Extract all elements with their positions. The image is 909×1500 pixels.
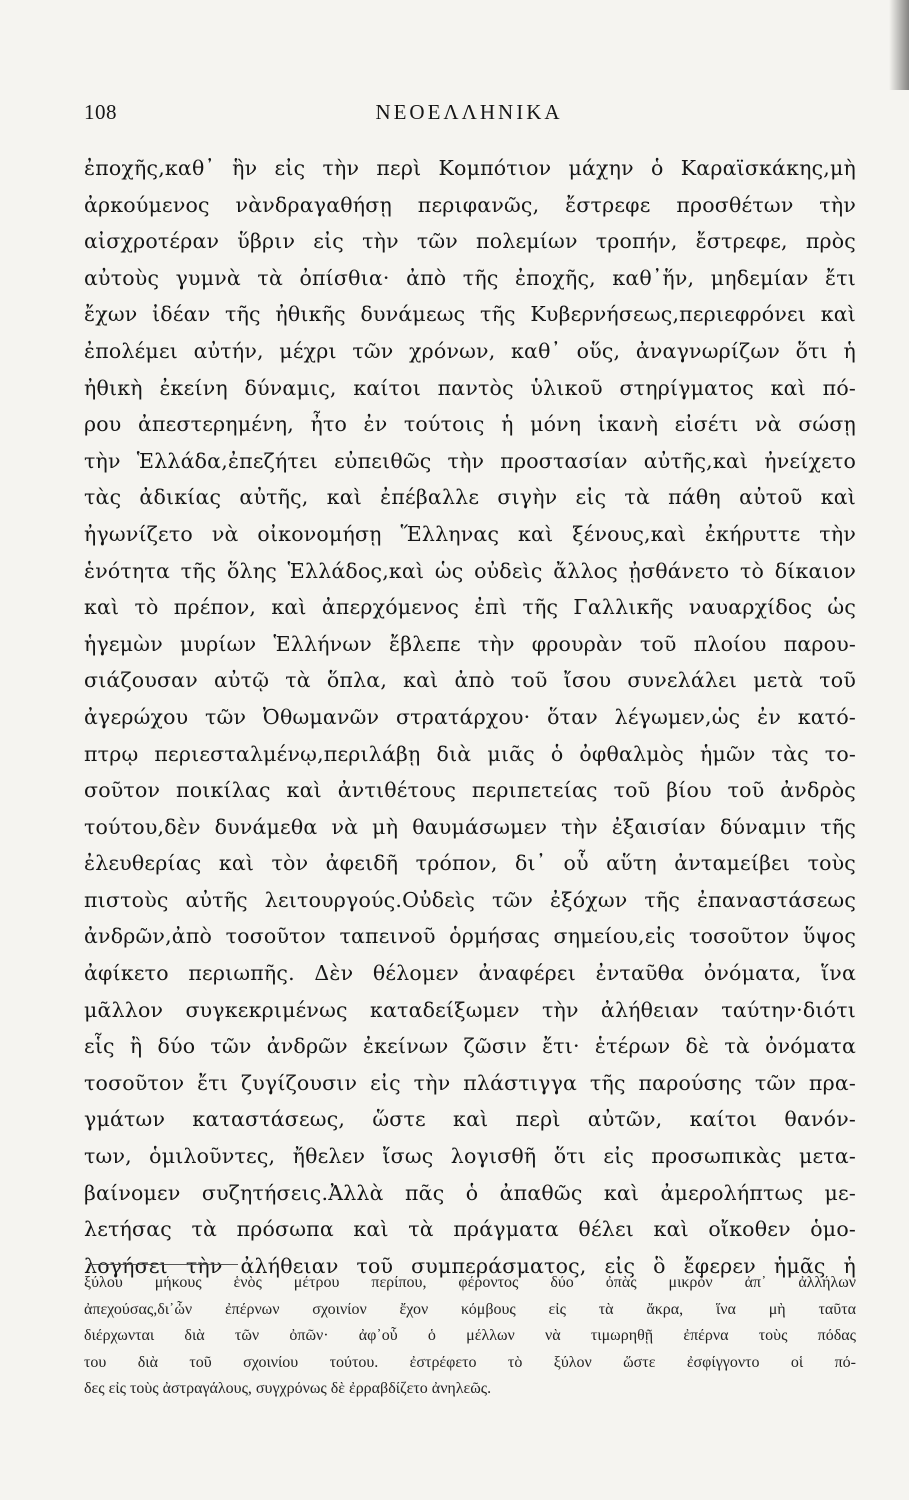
text-line: πτρῳ περιεσταλμένῳ,περιλάβῃ διὰ μιᾶς ὁ ὀφθαλμὸς ἡμῶν τὰς το- — [84, 741, 856, 766]
text-line: ἀνδρῶν,ἀπὸ τοσοῦτον ταπεινοῦ ὁρμήσας σημείου,εἰς τοσοῦτον ὕψος — [84, 924, 856, 949]
text-line: ἠγωνίζετο νὰ οἰκονομήσῃ Ἕλληνας καὶ ξένους,καὶ ἐκήρυττε τὴν — [84, 521, 856, 546]
text-line: ἔχων ἰδέαν τῆς ἠθικῆς δυνάμεως τῆς Κυβερνήσεως,περιεφρόνει καὶ — [84, 302, 856, 327]
text-line: γμάτων καταστάσεως, ὥστε καὶ περὶ αὐτῶν, καίτοι θανόν- — [84, 1107, 856, 1132]
text-line: σοῦτον ποικίλας καὶ ἀντιθέτους περιπετείας τοῦ βίου τοῦ ἀνδρὸς — [84, 778, 856, 803]
footnote-line: δες εἰς τοὺς ἀστραγάλους, συγχρόνως δὲ ἐρραβδίζετο ἀνηλεῶς. — [84, 1380, 492, 1397]
text-line: αἰσχροτέραν ὕβριν εἰς τὴν τῶν πολεμίων τροπήν, ἔστρεφε, πρὸς — [84, 229, 856, 254]
text-line: ἡγεμὼν μυρίων Ἑλλήνων ἔβλεπε τὴν φρουρὰν τοῦ πλοίου παρου- — [84, 631, 856, 656]
text-line: ἐποχῆς,καθ᾽ ἣν εἰς τὴν περὶ Κομπότιον μάχην ὁ Καραϊσκάκης,μὴ — [84, 156, 856, 180]
text-line: ἐπολέμει αὐτήν, μέχρι τῶν χρόνων, καθ᾽ οὕς, ἀναγνωρίζων ὅτι ἡ — [84, 338, 856, 363]
text-line: λογήσει τὴν ἀλήθειαν τοῦ συμπεράσματος, εἰς ὃ ἔφερεν ἡμᾶς ἡ — [84, 1253, 856, 1278]
text-line: τὴν Ἑλλάδα,ἐπεζήτει εὐπειθῶς τὴν προστασίαν αὐτῆς,καὶ ἠνείχετο — [84, 448, 856, 473]
footnote-line: ξύλου μήκους ἑνὸς μέτρου περίπου, φέροντος δύο ὀπὰς μικρὸν ἀπ᾽ ἀλλήλων — [84, 1274, 856, 1291]
footnote-line: διέρχωνται διὰ τῶν ὀπῶν· ἀφ᾽οὗ ὁ μέλλων νὰ τιμωρηθῇ ἐπέρνα τοὺς πόδας — [84, 1327, 856, 1344]
text-line: σιάζουσαν αὐτῷ τὰ ὅπλα, καὶ ἀπὸ τοῦ ἴσου συνελάλει μετὰ τοῦ — [84, 668, 856, 693]
page-number: 108 — [84, 100, 117, 124]
text-line: ρου ἀπεστερημένη, ἦτο ἐν τούτοις ἡ μόνη ἱκανὴ εἰσέτι νὰ σώσῃ — [84, 412, 856, 437]
footnote — [84, 1270, 856, 1403]
footnote-line: ἀπεχούσας,δι᾽ὧν ἐπέρνων σχοινίον ἔχον κόμβους εἰς τὰ ἄκρα, ἵνα μὴ ταῦτα — [84, 1300, 856, 1318]
footnote-separator — [88, 1264, 238, 1265]
page-edge-shadow — [889, 0, 909, 90]
text-line: ἐλευθερίας καὶ τὸν ἀφειδῆ τρόπον, δι᾽ οὗ αὕτη ἀνταμείβει τοὺς — [84, 851, 856, 876]
text-line: βαίνομεν συζητήσεις.Ἀλλὰ πᾶς ὁ ἀπαθῶς καὶ ἀμερολήπτως με- — [84, 1180, 856, 1205]
text-line: τοσοῦτον ἔτι ζυγίζουσιν εἰς τὴν πλάστιγγα τῆς παρούσης τῶν πρα- — [84, 1070, 856, 1095]
text-line: τὰς ἀδικίας αὐτῆς, καὶ ἐπέβαλλε σιγὴν εἰς τὰ πάθη αὐτοῦ καὶ — [84, 485, 856, 510]
running-title: ΝΕΟΕΛΛΗΝΙΚΑ — [375, 100, 563, 124]
text-line: ἀφίκετο περιωπῆς. Δὲν θέλομεν ἀναφέρει ἐνταῦθα ὀνόματα, ἵνα — [84, 961, 856, 986]
text-line: τούτου,δὲν δυνάμεθα νὰ μὴ θαυμάσωμεν τὴν ἐξαισίαν δύναμιν τῆς — [84, 814, 856, 839]
page-header — [84, 100, 854, 140]
text-line: αὐτοὺς γυμνὰ τὰ ὀπίσθια· ἀπὸ τῆς ἐποχῆς, καθ᾽ἥν, μηδεμίαν ἔτι — [84, 265, 856, 290]
text-line: των, ὁμιλοῦντες, ἤθελεν ἴσως λογισθῆ ὅτι εἰς προσωπικὰς μετα- — [84, 1144, 856, 1169]
text-line: ἀγερώχου τῶν Ὀθωμανῶν στρατάρχου· ὅταν λέγωμεν,ὡς ἐν κατό- — [84, 704, 856, 729]
text-line: ἑνότητα τῆς ὅλης Ἑλλάδος,καὶ ὡς οὐδεὶς ἄλλος ᾐσθάνετο τὸ δίκαιον — [84, 558, 856, 583]
footnote-line: του διὰ τοῦ σχοινίου τούτου. ἐστρέφετο τὸ ξύλον ὥστε ἐσφίγγοντο οἱ πό- — [84, 1353, 856, 1371]
text-line: λετήσας τὰ πρόσωπα καὶ τὰ πράγματα θέλει καὶ οἴκοθεν ὁμο- — [84, 1217, 856, 1242]
main-text — [84, 150, 856, 1284]
text-line: εἷς ἢ δύο τῶν ἀνδρῶν ἐκείνων ζῶσιν ἔτι· ἑτέρων δὲ τὰ ὀνόματα — [84, 1034, 856, 1059]
text-line: ἠθικὴ ἐκείνη δύναμις, καίτοι παντὸς ὑλικοῦ στηρίγματος καὶ πό- — [84, 375, 856, 400]
text-line: καὶ τὸ πρέπον, καὶ ἀπερχόμενος ἐπὶ τῆς Γαλλικῆς ναυαρχίδος ὡς — [84, 595, 856, 620]
text-line: μᾶλλον συγκεκριμένως καταδείξωμεν τὴν ἀλήθειαν ταύτην·διότι — [84, 997, 856, 1022]
text-line: πιστοὺς αὐτῆς λειτουργούς.Οὐδεὶς τῶν ἐξόχων τῆς ἐπαναστάσεως — [84, 887, 856, 912]
text-line: ἀρκούμενος νὰνδραγαθήσῃ περιφανῶς, ἔστρεφε προσθέτων τὴν — [84, 192, 856, 217]
